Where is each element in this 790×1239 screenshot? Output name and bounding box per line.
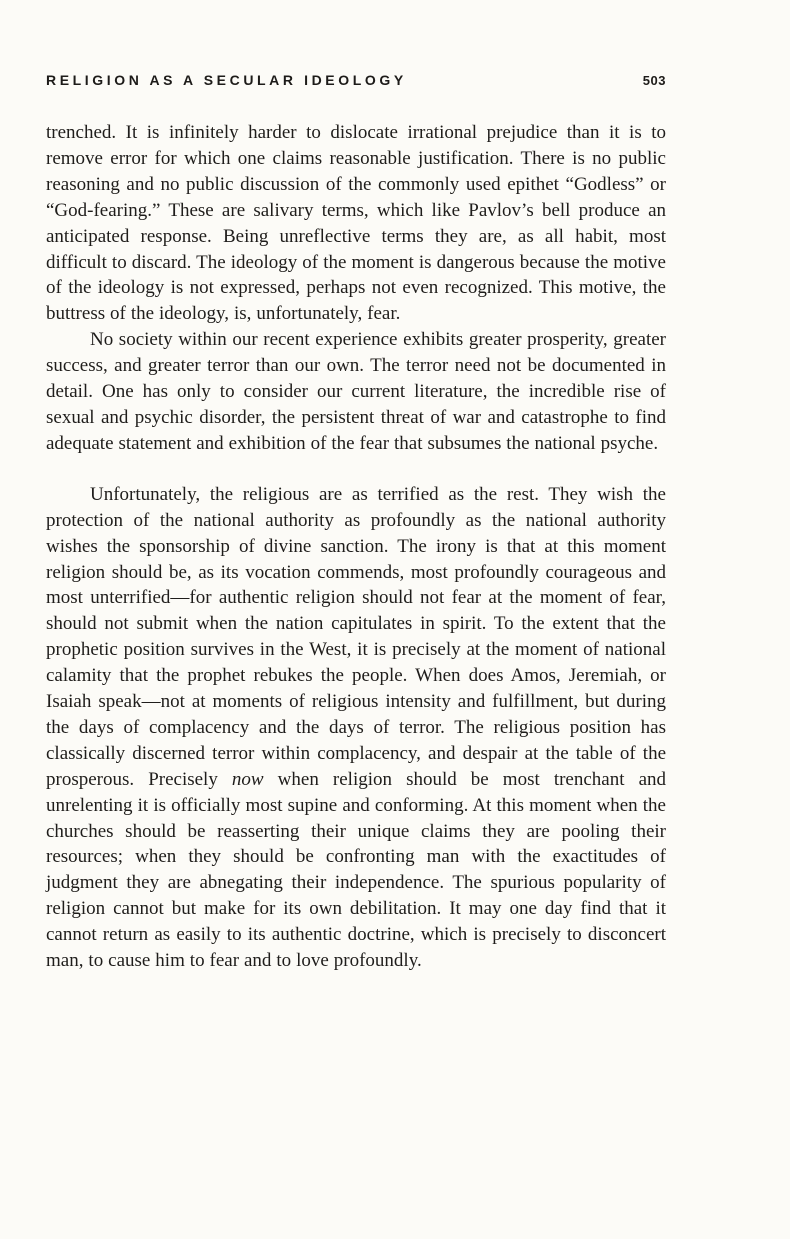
page-number: 503	[642, 73, 666, 88]
running-header	[46, 72, 666, 94]
paragraph-text-before: Unfortunately, the religious are as terrified as the rest. They wish the protection of the national authority as profoundly as the national authority wishes the sponsorship of divine sanction. The irony is that at this moment religion should be, as its vocation commends, most profoundly courageous and most unterrified—for authentic religion should not fear at the moment of fear, should not submit when the nation capitulates in spirit. To the extent that the prophetic position survives in the West, it is precisely at the moment of national calamity that the prophet rebukes the people. When does Amos, Jeremiah, or Isaiah speak—not at moments of religious intensity and fulfillment, but during the days of complacency and the days of terror. The religious position has classically discerned terror within complacency, and despair at the table of the prosperous. Precisely	[46, 483, 666, 790]
book-page	[46, 72, 666, 974]
emphasis-word: now	[231, 768, 264, 790]
running-title: RELIGION AS A SECULAR IDEOLOGY	[46, 72, 407, 88]
paragraph: No society within our recent experience exhibits greater prosperity, greater success, and greater terror than our own. The terror need not be documented in detail. One has only to consider our current literature, the incredible rise of sexual and psychic disorder, the persistent threat of war and catastrophe to find adequate statement and exhibition of the fear that subsumes the national psyche.	[46, 329, 666, 454]
paragraph-continued: trenched. It is infinitely harder to dislocate irrational prejudice than it is to remove error for which one claims reasonable justification. There is no public reasoning and no public discussion of the commonly used epithet “Godless” or “God-fearing.” These are salivary terms, which like Pavlov’s bell produce an anticipated response. Being unreflective terms they are, as all habit, most difficult to discard. The ideology of the moment is dangerous because the motive of the ideology is not expressed, perhaps not even recognized. This motive, the buttress of the ideology, is, unfortunately, fear.	[46, 122, 666, 325]
paragraph-text-after: when religion should be most trenchant and unrelenting it is officially most supine and conforming. At this moment when the churches should be reasserting their unique claims they are pooling their resources; when they should be confronting man with the exactitudes of judgment they are abnegating their independence. The spurious popularity of religion cannot but make for its own debilitation. It may one day find that it cannot return as easily to its authentic doctrine, which is precisely to disconcert man, to cause him to fear and to love profoundly.	[46, 768, 667, 972]
paragraph	[46, 482, 666, 974]
body-text	[46, 120, 666, 974]
